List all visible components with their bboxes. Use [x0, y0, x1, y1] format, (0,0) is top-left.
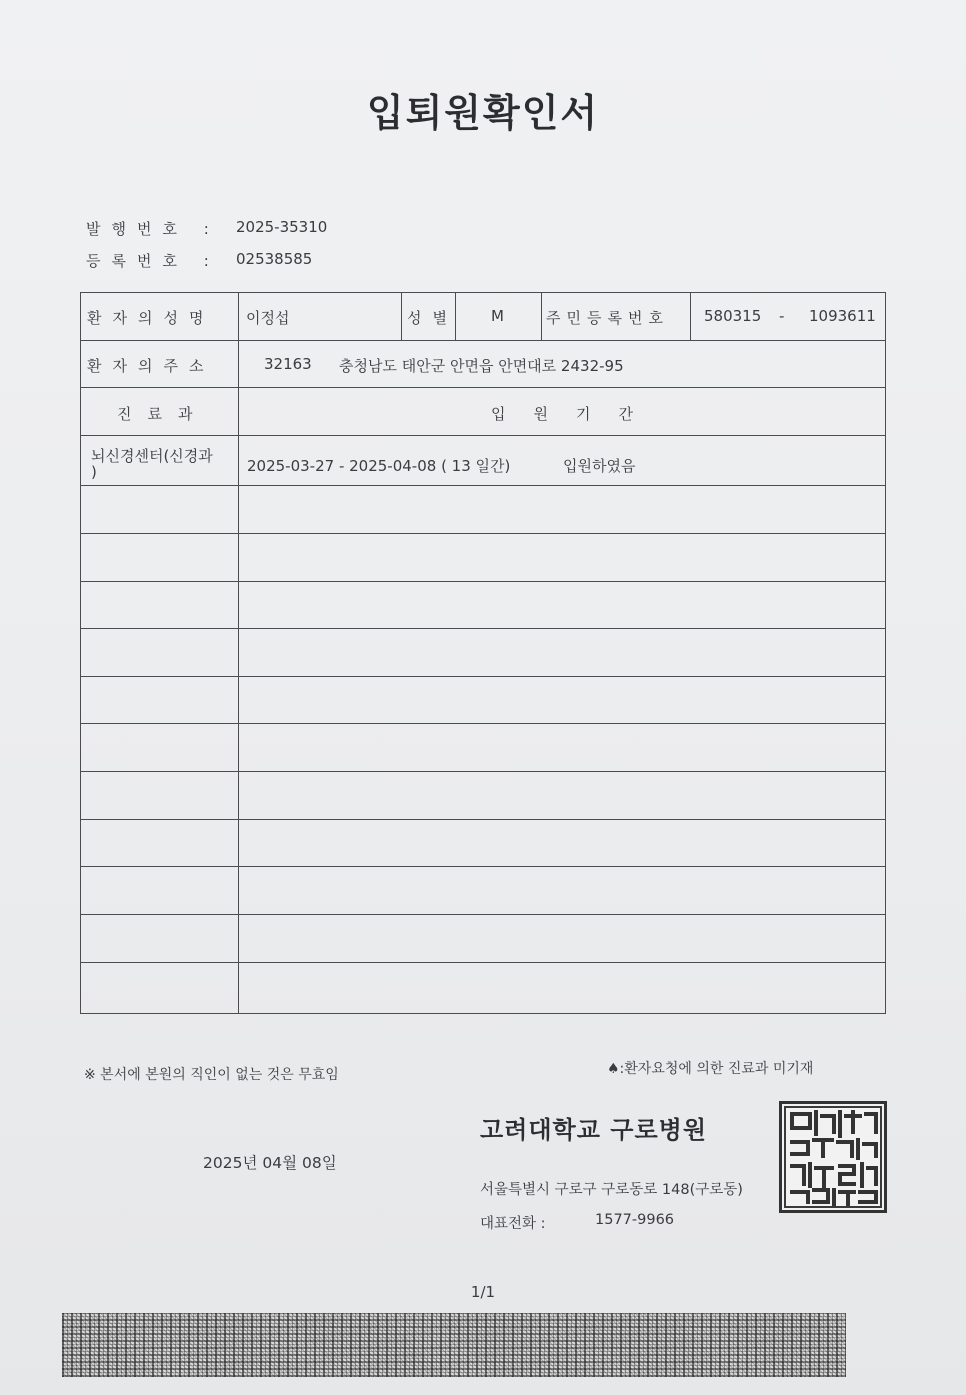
phone-number: 1577-9966 — [595, 1212, 675, 1228]
sex-label: 성별 — [407, 309, 458, 327]
admission-table — [80, 292, 886, 1014]
invalid-without-seal-note: ※ 본서에 본원의 직인이 없는 것은 무효임 — [84, 1067, 339, 1083]
phone-label: 대표전화 : — [480, 1216, 546, 1232]
resident-number-front: 580315 — [704, 307, 762, 325]
resident-number-label: 주민등록번호 — [546, 309, 669, 327]
resident-number-back: 1093611 — [809, 307, 876, 325]
registration-number-row — [86, 250, 312, 271]
table-divider — [81, 914, 885, 915]
admission-period: 2025-03-27 - 2025-04-08 ( 13 일간) — [247, 457, 511, 475]
table-divider — [81, 819, 885, 820]
patient-name-label: 환자의성명 — [87, 309, 215, 327]
resident-number-dash: - — [779, 307, 785, 325]
document-barcode — [62, 1313, 846, 1377]
table-divider — [81, 628, 885, 629]
table-divider — [81, 723, 885, 724]
table-divider — [81, 676, 885, 677]
department-omission-note: ♠:환자요청에 의한 진료과 미기재 — [607, 1061, 814, 1077]
official-seal — [779, 1101, 887, 1213]
table-divider — [81, 340, 885, 341]
admission-period-header: 입원기간 — [491, 405, 661, 423]
issue-number-value: 2025-35310 — [236, 218, 328, 236]
table-divider — [81, 435, 885, 436]
hospital-address: 서울특별시 구로구 구로동로 148(구로동) — [480, 1182, 743, 1198]
department-name: 뇌신경센터(신경과 — [91, 447, 213, 465]
hospital-name: 고려대학교 구로병원 — [480, 1116, 708, 1144]
table-divider — [81, 581, 885, 582]
registration-number-value: 02538585 — [236, 250, 313, 268]
table-column-divider — [401, 293, 402, 340]
registration-number-label: 등록번호 : — [86, 252, 220, 270]
issue-number-row — [86, 218, 327, 239]
table-divider — [81, 387, 885, 388]
admission-status: 입원하였음 — [563, 457, 636, 475]
table-divider — [81, 533, 885, 534]
patient-address: 충청남도 태안군 안면읍 안면대로 2432-95 — [339, 357, 624, 375]
table-column-divider — [238, 293, 239, 1013]
document-title: 입퇴원확인서 — [366, 91, 600, 135]
table-divider — [81, 485, 885, 486]
table-divider — [81, 771, 885, 772]
patient-name: 이정섭 — [246, 309, 290, 327]
table-divider — [81, 866, 885, 867]
department-name-cont: ) — [91, 463, 97, 481]
table-column-divider — [690, 293, 691, 340]
issue-number-label: 발행번호 : — [86, 220, 220, 238]
postal-code: 32163 — [264, 355, 312, 373]
hospital-phone-row — [480, 1212, 674, 1233]
department-header: 진료과 — [117, 405, 209, 423]
sex-value: M — [491, 307, 504, 325]
issue-date: 2025년 04월 08일 — [203, 1154, 337, 1172]
table-column-divider — [541, 293, 542, 340]
patient-address-label: 환자의주소 — [87, 357, 215, 375]
seal-mark — [782, 1104, 884, 1210]
page-number: 1/1 — [470, 1283, 496, 1301]
table-divider — [81, 962, 885, 963]
